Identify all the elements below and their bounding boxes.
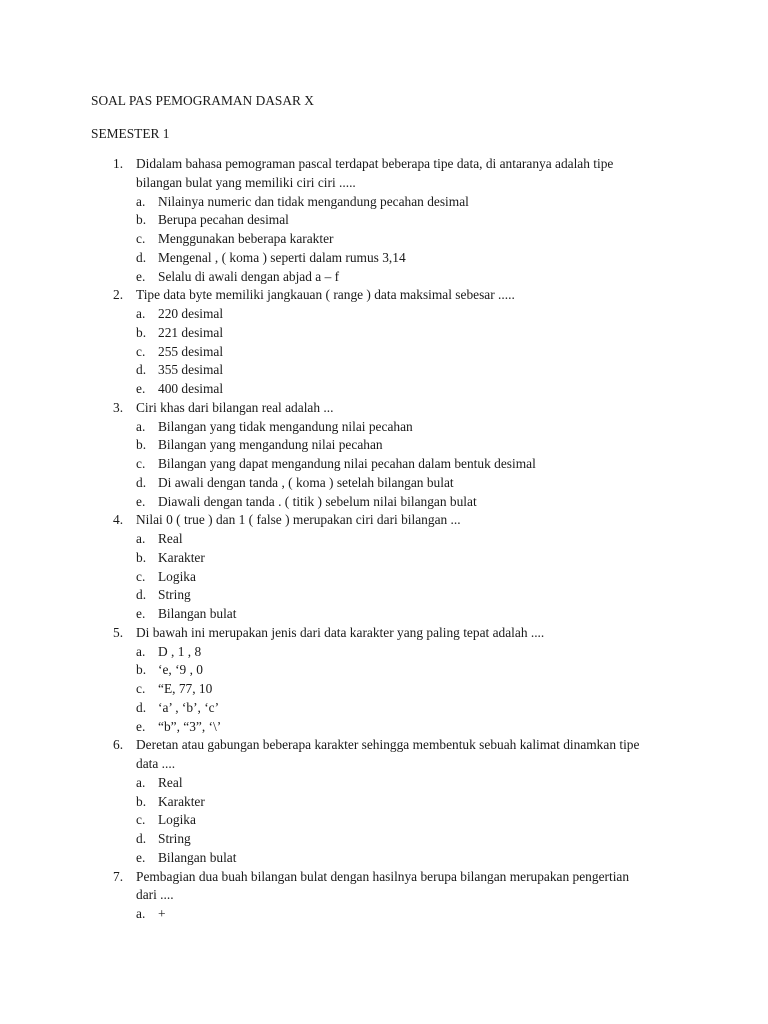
option-letter: e. bbox=[136, 718, 146, 734]
option-text: + bbox=[158, 906, 166, 921]
option-text: Bilangan yang mengandung nilai pecahan bbox=[158, 437, 383, 453]
question-5 bbox=[0, 624, 768, 737]
question-text: Pembagian dua buah bilangan bulat dengan hasilnya berupa bilangan merupakan pengertian dari .... bbox=[136, 868, 630, 903]
document-title: SOAL PAS PEMOGRAMAN DASAR X bbox=[91, 93, 314, 108]
option-letter: e. bbox=[136, 606, 146, 621]
option-a bbox=[0, 193, 768, 212]
option-d bbox=[0, 249, 768, 268]
option-letter: d. bbox=[136, 587, 147, 603]
option-letter: a. bbox=[136, 306, 146, 321]
option-text: 255 desimal bbox=[158, 343, 224, 359]
option-text: Bilangan bulat bbox=[158, 606, 237, 621]
option-text: String bbox=[158, 831, 191, 846]
option-list bbox=[0, 418, 768, 512]
option-letter: b. bbox=[136, 324, 147, 340]
option-letter: d. bbox=[136, 362, 147, 378]
option-e bbox=[0, 493, 768, 512]
option-text: Bilangan yang tidak mengandung nilai pecahan bbox=[158, 418, 413, 434]
option-letter: b. bbox=[136, 793, 147, 809]
question-text: Deretan atau gabungan beberapa karakter sehingga membentuk sebuah kalimat dinamkan tipe data .... bbox=[136, 737, 640, 771]
option-text: Karakter bbox=[158, 793, 205, 809]
option-list bbox=[0, 643, 768, 737]
question-number: 1. bbox=[113, 156, 124, 171]
option-b bbox=[0, 211, 768, 230]
option-a bbox=[0, 905, 768, 924]
document-subtitle: SEMESTER 1 bbox=[91, 126, 170, 141]
option-letter: d. bbox=[136, 699, 147, 715]
option-letter: b. bbox=[136, 662, 147, 678]
option-text: Di awali dengan tanda , ( koma ) setelah bilangan bulat bbox=[158, 474, 454, 490]
question-number: 7. bbox=[113, 868, 124, 884]
option-c bbox=[0, 680, 768, 699]
option-b bbox=[0, 793, 768, 812]
option-letter: a. bbox=[136, 774, 146, 790]
option-a bbox=[0, 643, 768, 662]
option-b bbox=[0, 549, 768, 568]
option-b bbox=[0, 436, 768, 455]
option-e bbox=[0, 718, 768, 737]
option-text: Real bbox=[158, 774, 183, 790]
option-text: Bilangan bulat bbox=[158, 849, 237, 865]
option-letter: c. bbox=[136, 456, 146, 471]
question-list bbox=[0, 155, 768, 924]
option-c bbox=[0, 455, 768, 474]
option-a bbox=[0, 418, 768, 437]
option-letter: e. bbox=[136, 493, 146, 509]
option-letter: b. bbox=[136, 212, 147, 228]
question-number: 6. bbox=[113, 737, 124, 753]
question-number: 5. bbox=[113, 624, 124, 640]
option-text: Nilainya numeric dan tidak mengandung pecahan desimal bbox=[158, 193, 469, 209]
option-text: Bilangan yang dapat mengandung nilai pecahan dalam bentuk desimal bbox=[158, 456, 536, 471]
option-c bbox=[0, 568, 768, 587]
option-d bbox=[0, 361, 768, 380]
option-letter: d. bbox=[136, 474, 147, 490]
question-6 bbox=[0, 736, 768, 867]
option-text: Selalu di awali dengan abjad a – f bbox=[158, 268, 340, 284]
option-text: 400 desimal bbox=[158, 381, 224, 396]
option-d bbox=[0, 474, 768, 493]
option-text: Karakter bbox=[158, 549, 205, 565]
option-list bbox=[0, 905, 768, 924]
option-a bbox=[0, 774, 768, 793]
option-e bbox=[0, 268, 768, 287]
question-1 bbox=[0, 155, 768, 286]
option-text: Real bbox=[158, 531, 183, 546]
option-letter: a. bbox=[136, 643, 146, 659]
question-number: 3. bbox=[113, 399, 124, 415]
option-list bbox=[0, 193, 768, 287]
option-letter: c. bbox=[136, 231, 146, 246]
question-4 bbox=[0, 511, 768, 624]
option-letter: e. bbox=[136, 268, 146, 284]
option-text: ‘e, ‘9 , 0 bbox=[158, 662, 203, 678]
question-text: Ciri khas dari bilangan real adalah ... bbox=[136, 399, 334, 415]
option-d bbox=[0, 586, 768, 605]
option-letter: c. bbox=[136, 681, 146, 696]
option-letter: e. bbox=[136, 849, 146, 865]
option-letter: c. bbox=[136, 812, 146, 828]
option-list bbox=[0, 530, 768, 624]
option-e bbox=[0, 849, 768, 868]
option-text: “b”, “3”, ‘\’ bbox=[158, 718, 222, 734]
option-text: “E, 77, 10 bbox=[158, 681, 213, 696]
option-text: Menggunakan beberapa karakter bbox=[158, 231, 334, 246]
option-list bbox=[0, 305, 768, 399]
option-text: Logika bbox=[158, 568, 196, 584]
option-letter: c. bbox=[136, 343, 146, 359]
question-text: Di bawah ini merupakan jenis dari data karakter yang paling tepat adalah .... bbox=[136, 624, 545, 640]
option-b bbox=[0, 661, 768, 680]
option-b bbox=[0, 324, 768, 343]
option-text: 221 desimal bbox=[158, 324, 224, 340]
option-text: Logika bbox=[158, 812, 196, 828]
option-c bbox=[0, 343, 768, 362]
option-text: Mengenal , ( koma ) seperti dalam rumus 3,14 bbox=[158, 249, 406, 265]
option-text: Berupa pecahan desimal bbox=[158, 212, 289, 228]
question-number: 2. bbox=[113, 287, 124, 303]
option-list bbox=[0, 774, 768, 868]
option-c bbox=[0, 811, 768, 830]
option-text: Diawali dengan tanda . ( titik ) sebelum nilai bilangan bulat bbox=[158, 493, 477, 509]
option-a bbox=[0, 530, 768, 549]
question-2 bbox=[0, 286, 768, 399]
option-letter: b. bbox=[136, 549, 147, 565]
option-letter: d. bbox=[136, 249, 147, 265]
option-e bbox=[0, 380, 768, 399]
option-letter: a. bbox=[136, 531, 146, 546]
option-letter: b. bbox=[136, 437, 147, 453]
question-text: Tipe data byte memiliki jangkauan ( range ) data maksimal sebesar ..... bbox=[136, 287, 515, 303]
question-text: Didalam bahasa pemograman pascal terdapat beberapa tipe data, di antaranya adalah tipe bilangan bulat yang memiliki ciri ciri ..... bbox=[136, 156, 614, 190]
option-letter: a. bbox=[136, 193, 146, 209]
question-3 bbox=[0, 399, 768, 512]
option-letter: d. bbox=[136, 831, 147, 846]
option-letter: a. bbox=[136, 418, 146, 434]
question-7 bbox=[0, 868, 768, 924]
option-letter: a. bbox=[136, 906, 146, 921]
option-text: 220 desimal bbox=[158, 306, 224, 321]
option-text: D , 1 , 8 bbox=[158, 643, 202, 659]
option-d bbox=[0, 699, 768, 718]
option-text: String bbox=[158, 587, 191, 603]
question-number: 4. bbox=[113, 512, 124, 528]
option-a bbox=[0, 305, 768, 324]
option-letter: e. bbox=[136, 381, 146, 396]
question-text: Nilai 0 ( true ) dan 1 ( false ) merupakan ciri dari bilangan ... bbox=[136, 512, 461, 528]
option-d bbox=[0, 830, 768, 849]
option-text: 355 desimal bbox=[158, 362, 224, 378]
option-text: ‘a’ , ‘b’, ‘c’ bbox=[158, 699, 220, 715]
option-letter: c. bbox=[136, 568, 146, 584]
option-c bbox=[0, 230, 768, 249]
option-e bbox=[0, 605, 768, 624]
